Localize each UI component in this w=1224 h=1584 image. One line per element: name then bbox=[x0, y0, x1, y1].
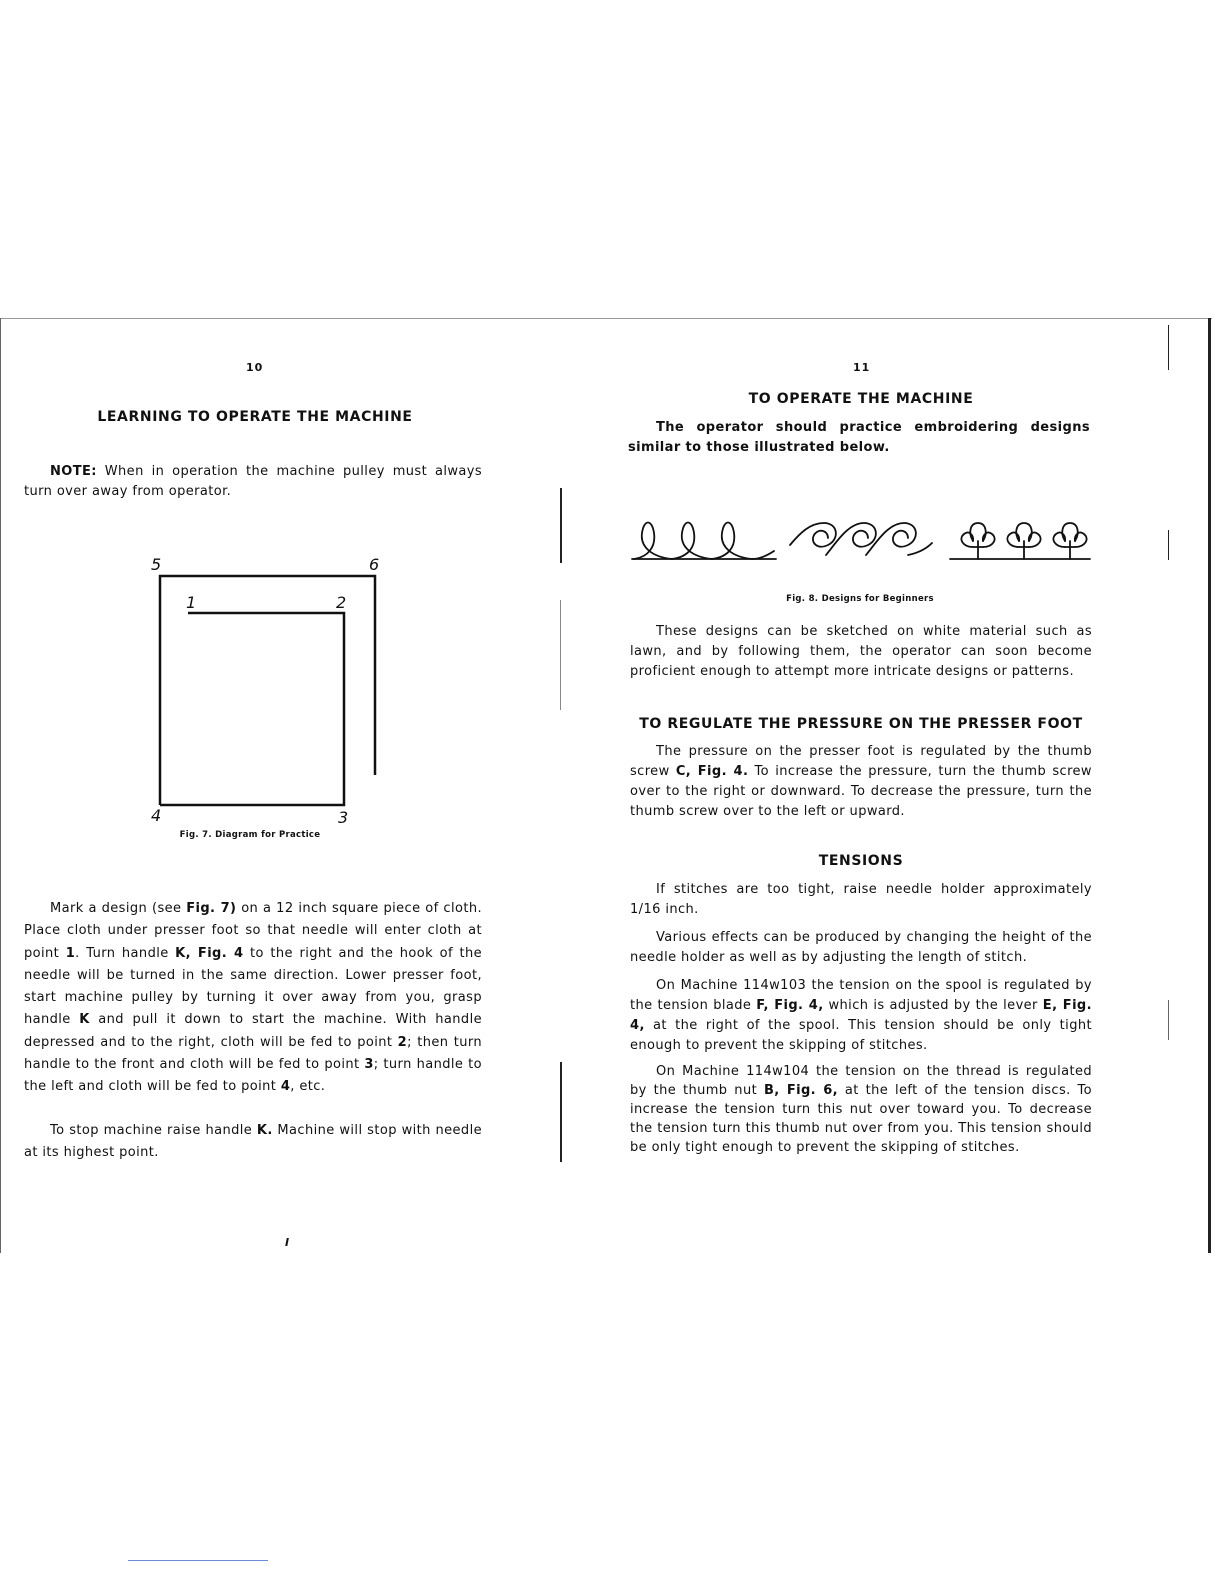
scan-left-border bbox=[0, 318, 1, 1253]
edge-mark-3 bbox=[1168, 1000, 1169, 1040]
pressure-paragraph: The pressure on the presser foot is regulated by the thumb screw C, Fig. 4. To increase the pressure, turn the thumb screw over to the right or downward. To decrease the pressure, turn the thumb screw over to the left or upward. bbox=[630, 744, 1092, 819]
section-title-pressure: TO REGULATE THE PRESSURE ON THE PRESSER FOOT bbox=[639, 716, 1083, 732]
clover-1 bbox=[961, 523, 994, 559]
note-paragraph bbox=[24, 462, 482, 502]
edge-mark-2 bbox=[1168, 530, 1169, 560]
point-label-3: 3 bbox=[338, 808, 349, 827]
loop-3 bbox=[712, 523, 774, 560]
spiral-1 bbox=[790, 523, 836, 547]
beginner-designs-figure bbox=[628, 505, 1098, 575]
section-title-tensions: TENSIONS bbox=[818, 853, 904, 869]
page-number-right: 11 bbox=[853, 361, 871, 374]
note-label: NOTE: bbox=[50, 464, 97, 479]
inner-path bbox=[160, 613, 344, 805]
tension-paragraph-2: Various effects can be produced by changing the height of the needle holder as well as by adjusting the length of stitch. bbox=[630, 930, 1092, 965]
loop-1 bbox=[634, 523, 672, 560]
point-label-1: 1 bbox=[186, 593, 197, 612]
point-label-6: 6 bbox=[369, 555, 380, 574]
note-text: When in operation the machine pulley must always turn over away from operator. bbox=[24, 464, 482, 499]
figure-7-caption: Fig. 7. Diagram for Practice bbox=[179, 830, 321, 840]
page-number-left: 10 bbox=[246, 361, 264, 374]
clover-3 bbox=[1053, 523, 1086, 559]
binding-mark-bottom bbox=[560, 1062, 562, 1162]
spiral-tail bbox=[908, 543, 932, 555]
practice-instructions: Mark a design (see Fig. 7) on a 12 inch square piece of cloth. Place cloth under presser foot so that needle will enter cloth at point 1. Turn handle K, Fig. 4 to the right and the hook of the needle will be turned in the same direction. Lower presser foot, start machine pulley by turning it over away from you, grasp handle K and pull it down to start the machine. With handle depressed and to the right, cloth will be fed to point 2; then turn handle to the front and cloth will be fed to point 3; turn handle to the left and cloth will be fed to point 4, etc. bbox=[24, 901, 483, 1095]
edge-mark-1 bbox=[1168, 325, 1169, 370]
loop-2 bbox=[672, 523, 712, 560]
footer-mark: I bbox=[285, 1236, 290, 1249]
tension-paragraph-4: On Machine 114w104 the tension on the thread is regulated by the thumb nut B, Fig. 6, at the left of the tension discs. To increase the tension turn this nut over toward you. To decrease the tension turn this thumb nut over from you. This tension should be only tight enough to prevent the skipping of stitches. bbox=[630, 1064, 1092, 1155]
point-label-4: 4 bbox=[151, 806, 162, 825]
practice-diagram bbox=[140, 550, 400, 840]
page-title-left: LEARNING TO OPERATE THE MACHINE bbox=[97, 409, 413, 425]
tension-paragraph-1: If stitches are too tight, raise needle holder approximately 1/16 inch. bbox=[630, 882, 1092, 917]
scan-bottom-line bbox=[128, 1560, 268, 1561]
tension-paragraph-3: On Machine 114w103 the tension on the spool is regulated by the tension blade F, Fig. 4, which is adjusted by the lever E, Fig. 4, at the right of the spool. This tension should be only tight enough to prevent the skipping of stitches. bbox=[630, 978, 1092, 1053]
scan-right-border bbox=[1208, 318, 1211, 1253]
clover-2 bbox=[1007, 523, 1040, 559]
figure-8-caption: Fig. 8. Designs for Beginners bbox=[786, 594, 934, 604]
section-title-operate: TO OPERATE THE MACHINE bbox=[748, 391, 974, 407]
point-label-5: 5 bbox=[151, 555, 162, 574]
binding-mark-mid bbox=[560, 600, 561, 710]
stop-instructions: To stop machine raise handle K. Machine will stop with needle at its highest point. bbox=[24, 1123, 482, 1160]
scan-top-border bbox=[0, 318, 1212, 319]
binding-mark-top bbox=[560, 488, 562, 563]
intro-paragraph: The operator should practice embroidering designs similar to those illustrated below. bbox=[628, 420, 1090, 455]
designs-paragraph: These designs can be sketched on white material such as lawn, and by following them, the operator can soon become proficient enough to attempt more intricate designs or patterns. bbox=[630, 624, 1092, 679]
point-label-2: 2 bbox=[336, 593, 347, 612]
